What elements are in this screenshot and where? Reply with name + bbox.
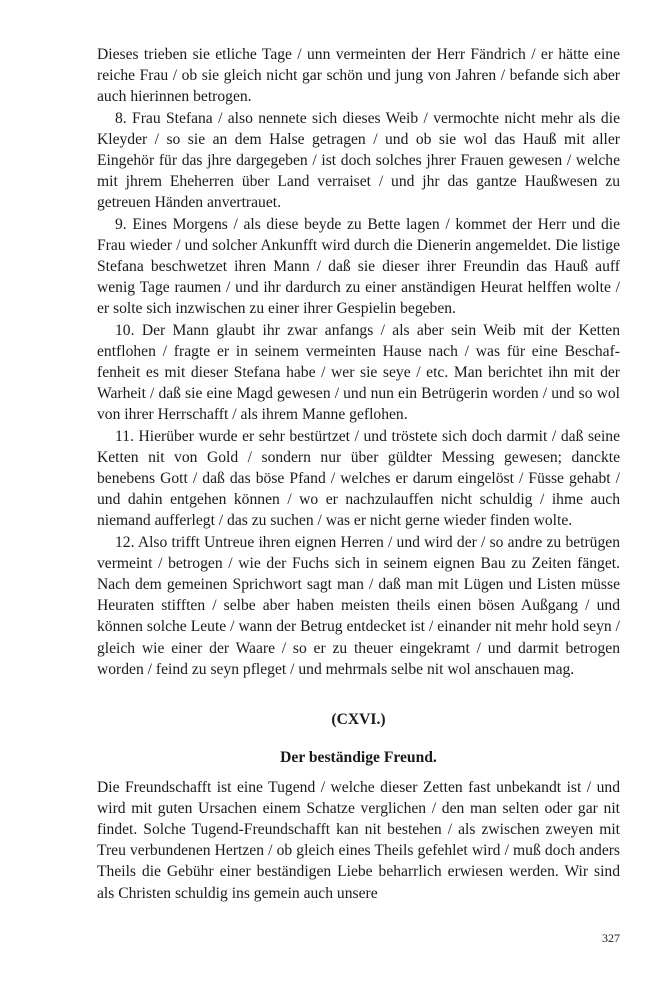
paragraph-10: 10. Der Mann glaubt ihr zwar anfangs / als aber sein Weib mit der Ketten entflohen / fragte er in seinem vermeinten Hause nach / was für eine Beschaffenheit es mit dieser Stefana habe / wer sie seye / etc. Man berichtet ihn mit der Warheit / daß sie eine Magd gewesen / und nun ein Betrügerin worden / und so wol von ihrer Herrschafft / als ihrem Manne geflohen. <box>97 321 620 424</box>
paragraph-freundschafft: Die Freundschafft ist eine Tugend / welche dieser Zetten fast unbekandt ist / und wird mit guten Ursachen einem Schatze verglichen / den man selten oder gar nit findet. Solche Tugend-Freundschafft kan nit bestehen / als zwischen zweyen mit Treu verbundenen Hertzen / ob gleich eines Theils gefehlet wird / muß doch anders Theils die Gebühr einer beständigen Liebe beharrlich erwiesen werden. Wir sind als Christen schuldig ins gemein auch unsere <box>97 778 620 902</box>
paragraph-8: 8. Frau Stefana / also nennete sich dieses Weib / vermochte nicht mehr als die Kleyder / so sie an dem Halse getragen / und ob sie wol das Hauß mit aller Eingehör für das jhre dargegeben / ist doch solches jhrer Frauen gewesen / welche mit jhrem Eheherren über Land verraiset / und jhr das gantze Haußwesen zu getreuen Händen anvertrauet. <box>97 109 620 212</box>
paragraph-continuation: Dieses trieben sie etliche Tage / unn vermeinten der Herr Fändrich / er hätte eine reiche Frau / ob sie gleich nicht gar schön und jung von Jahren / befande sich aber auch hierinnen betrogen. <box>97 46 620 106</box>
page-number: 327 <box>602 931 620 945</box>
paragraph-11: 11. Hierüber wurde er sehr bestürtzet / und tröstete sich doch darmit / daß seine Ketten nit von Gold / sondern nur über güldter Messing gewesen; danckte benebens Gott / daß das böse Pfand / welches er darum eingelöst / Füsse gehabt / und dahin entgehen können / wo er nachzulauffen nicht schuldig / ihme auch niemand aufferlegt / das zu suchen / was er nicht gerne wieder finden wolte. <box>97 427 620 530</box>
paragraph-12: 12. Also trifft Untreue ihren eignen Herren / und wird der / so andre zu betrügen vermeint / betrogen / wie der Fuchs sich in seinem eignen Bau zu Zeiten fänget. Nach dem gemeinen Sprichwort sagt man / daß man mit Lügen und Listen müsse Heuraten stifften / selbe aber haben meisten theils einen bösen Außgang / und können solche Leute / wann der Betrug entdecket ist / einander nit mehr hold seyn / gleich wie einer der Waare / so er zu theuer eingekramt / und darmit betrogen worden / feind zu seyn pfleget / und mehrmals selbe nit wol anschauen mag. <box>97 533 620 678</box>
section-number: (CXVI.) <box>331 711 386 729</box>
paragraph-9: 9. Eines Morgens / als diese beyde zu Bette lagen / kommet der Herr und die Frau wieder / und solcher Ankunfft wird durch die Dienerin angemeldet. Die listige Stefana beschwetzet ihren Mann / daß sie dieser ihrer Freundin das Hauß auff wenig Tage raumen / und ihr dardurch zu einer anständigen Heurat helffen wolte / er solte sich inzwischen zu einer ihrer Gespielin begeben. <box>97 215 620 318</box>
section-title: Der beständige Freund. <box>280 749 437 767</box>
book-page <box>97 44 620 904</box>
